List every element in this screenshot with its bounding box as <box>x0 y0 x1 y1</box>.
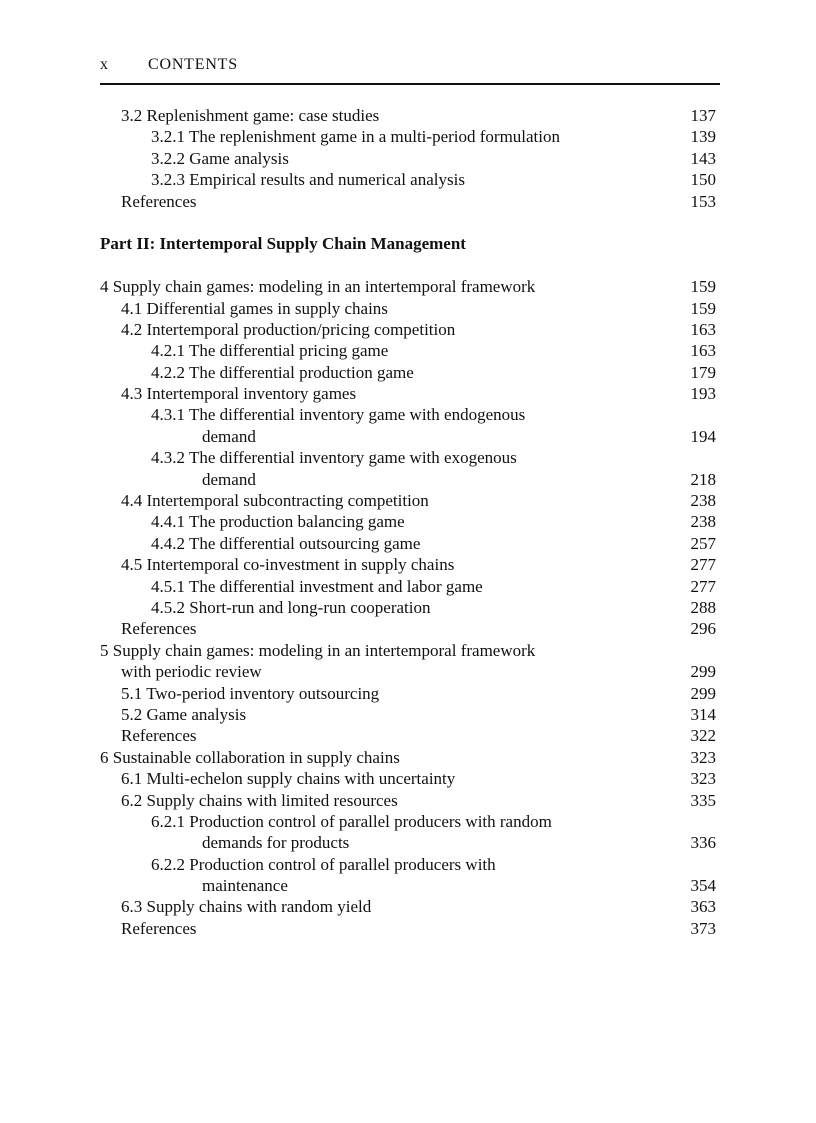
toc-entry <box>100 854 716 875</box>
toc-entry <box>100 811 716 832</box>
toc-entry-page: 143 <box>690 148 716 168</box>
toc-entry-page: 373 <box>690 918 716 938</box>
toc-entry-page: 194 <box>690 426 716 446</box>
toc-entry-title: 3.2.3 Empirical results and numerical analysis <box>151 170 465 190</box>
toc-entry-page: 288 <box>690 597 716 617</box>
toc-part-heading <box>100 233 716 254</box>
toc-entry-title: References <box>121 726 197 746</box>
toc-entry-title: demand <box>202 469 256 489</box>
toc-entry-title: 3.2.2 Game analysis <box>151 148 289 168</box>
toc-entry-page: 277 <box>690 576 716 596</box>
toc-entry <box>100 725 716 746</box>
toc-entry-title: 4.2 Intertemporal production/pricing competition <box>121 319 456 339</box>
toc-entry-page: 163 <box>690 319 716 339</box>
toc-entry-page: 153 <box>690 191 716 211</box>
toc-entry-title: 4.2.2 The differential production game <box>151 362 414 382</box>
toc-entry <box>100 832 716 853</box>
toc-entry-title: 4.2.1 The differential pricing game <box>151 341 389 361</box>
toc-entry-title: demands for products <box>202 833 350 853</box>
toc-entry-title: References <box>121 191 197 211</box>
toc-entry <box>100 790 716 811</box>
section-spacer <box>100 255 716 276</box>
toc-entry-page: 336 <box>690 833 716 853</box>
toc-entry <box>100 896 716 917</box>
toc-entry-title: 4.3.1 The differential inventory game with endogenous <box>151 405 526 425</box>
toc-entry-page: 323 <box>690 747 716 767</box>
toc-entry-page: 193 <box>690 384 716 404</box>
toc-entry-title: 4 Supply chain games: modeling in an intertemporal framework <box>100 277 536 297</box>
toc-entry <box>100 618 716 639</box>
toc-entry-title: 6.2.2 Production control of parallel producers with <box>151 854 496 874</box>
toc-entry-page: 139 <box>690 127 716 147</box>
toc-entry <box>100 768 716 789</box>
toc-entry-title: 4.5 Intertemporal co-investment in supply chains <box>121 555 455 575</box>
toc-entry-page: 179 <box>690 362 716 382</box>
toc-entry-title: References <box>121 619 197 639</box>
toc-entry-page: 137 <box>690 106 716 125</box>
toc-entry-title: 6.3 Supply chains with random yield <box>121 897 372 917</box>
toc-entry <box>100 683 716 704</box>
toc-entry <box>100 169 716 190</box>
toc-entry <box>100 340 716 361</box>
toc-entry-page: 150 <box>690 170 716 190</box>
toc-entry-title: References <box>121 918 197 938</box>
toc-entry-page: 299 <box>690 683 716 703</box>
toc-entry <box>100 191 716 212</box>
toc-entry <box>100 640 716 661</box>
running-title: CONTENTS <box>148 56 238 73</box>
toc-entry-title: 4.1 Differential games in supply chains <box>121 298 388 318</box>
toc-entry-page: 296 <box>690 619 716 639</box>
toc-entry-title: 5.2 Game analysis <box>121 704 247 724</box>
toc-entry-title: 6.2.1 Production control of parallel producers with random <box>151 811 552 831</box>
toc-entry-title: 4.5.1 The differential investment and labor game <box>151 576 483 596</box>
toc-entry-page: 218 <box>690 469 716 489</box>
toc-entry-title: 6.1 Multi-echelon supply chains with uncertainty <box>121 769 456 789</box>
toc-entry-page: 277 <box>690 555 716 575</box>
toc-entry-title: 4.4 Intertemporal subcontracting competition <box>121 491 429 511</box>
toc-entry-page: 163 <box>690 341 716 361</box>
toc-entry <box>100 554 716 575</box>
toc-entry <box>100 126 716 147</box>
toc-entry <box>100 105 716 126</box>
toc-entry-title: maintenance <box>202 876 288 896</box>
toc-entry-title: 4.3.2 The differential inventory game with exogenous <box>151 448 517 468</box>
toc-entry-title: 3.2.1 The replenishment game in a multi-period formulation <box>151 127 561 147</box>
toc-entry <box>100 298 716 319</box>
toc-entry-page: 159 <box>690 298 716 318</box>
toc-entry <box>100 918 716 939</box>
toc-entry-title: 5.1 Two-period inventory outsourcing <box>121 683 380 703</box>
toc-entry-title: 4.4.2 The differential outsourcing game <box>151 533 421 553</box>
toc-entry-page: 159 <box>690 277 716 297</box>
table-of-contents <box>100 105 716 939</box>
toc-entry <box>100 319 716 340</box>
toc-entry-title: 3.2 Replenishment game: case studies <box>121 106 380 125</box>
toc-entry-page: 257 <box>690 533 716 553</box>
section-spacer <box>100 212 716 233</box>
toc-entry <box>100 747 716 768</box>
toc-entry-page: 323 <box>690 769 716 789</box>
toc-entry-title: 5 Supply chain games: modeling in an intertemporal framework <box>100 640 536 660</box>
toc-entry-title: demand <box>202 426 256 446</box>
toc-entry-page: 363 <box>690 897 716 917</box>
toc-entry-page: 238 <box>690 512 716 532</box>
toc-entry <box>100 404 716 425</box>
toc-entry-title: Part II: Intertemporal Supply Chain Management <box>100 234 466 254</box>
toc-entry <box>100 576 716 597</box>
toc-entry <box>100 533 716 554</box>
toc-entry <box>100 426 716 447</box>
toc-entry-title: 4.4.1 The production balancing game <box>151 512 405 532</box>
toc-entry <box>100 490 716 511</box>
toc-entry-title: 4.3 Intertemporal inventory games <box>121 384 357 404</box>
toc-entry-title: 6.2 Supply chains with limited resources <box>121 790 398 810</box>
toc-entry <box>100 875 716 896</box>
toc-entry <box>100 661 716 682</box>
header-rule <box>100 83 720 85</box>
toc-entry-page: 335 <box>690 790 716 810</box>
toc-entry <box>100 511 716 532</box>
toc-entry-title: 6 Sustainable collaboration in supply chains <box>100 747 400 767</box>
toc-entry <box>100 469 716 490</box>
toc-entry-page: 238 <box>690 491 716 511</box>
toc-entry <box>100 148 716 169</box>
toc-entry <box>100 447 716 468</box>
toc-entry-page: 299 <box>690 662 716 682</box>
toc-entry <box>100 276 716 297</box>
toc-entry-title: with periodic review <box>121 662 262 682</box>
toc-entry-page: 314 <box>690 704 716 724</box>
toc-entry <box>100 704 716 725</box>
toc-entry-page: 322 <box>690 726 716 746</box>
page-number: x <box>100 56 109 73</box>
toc-entry <box>100 383 716 404</box>
toc-entry-page: 354 <box>690 876 716 896</box>
toc-entry-title: 4.5.2 Short-run and long-run cooperation <box>151 597 431 617</box>
toc-entry <box>100 597 716 618</box>
toc-entry <box>100 362 716 383</box>
